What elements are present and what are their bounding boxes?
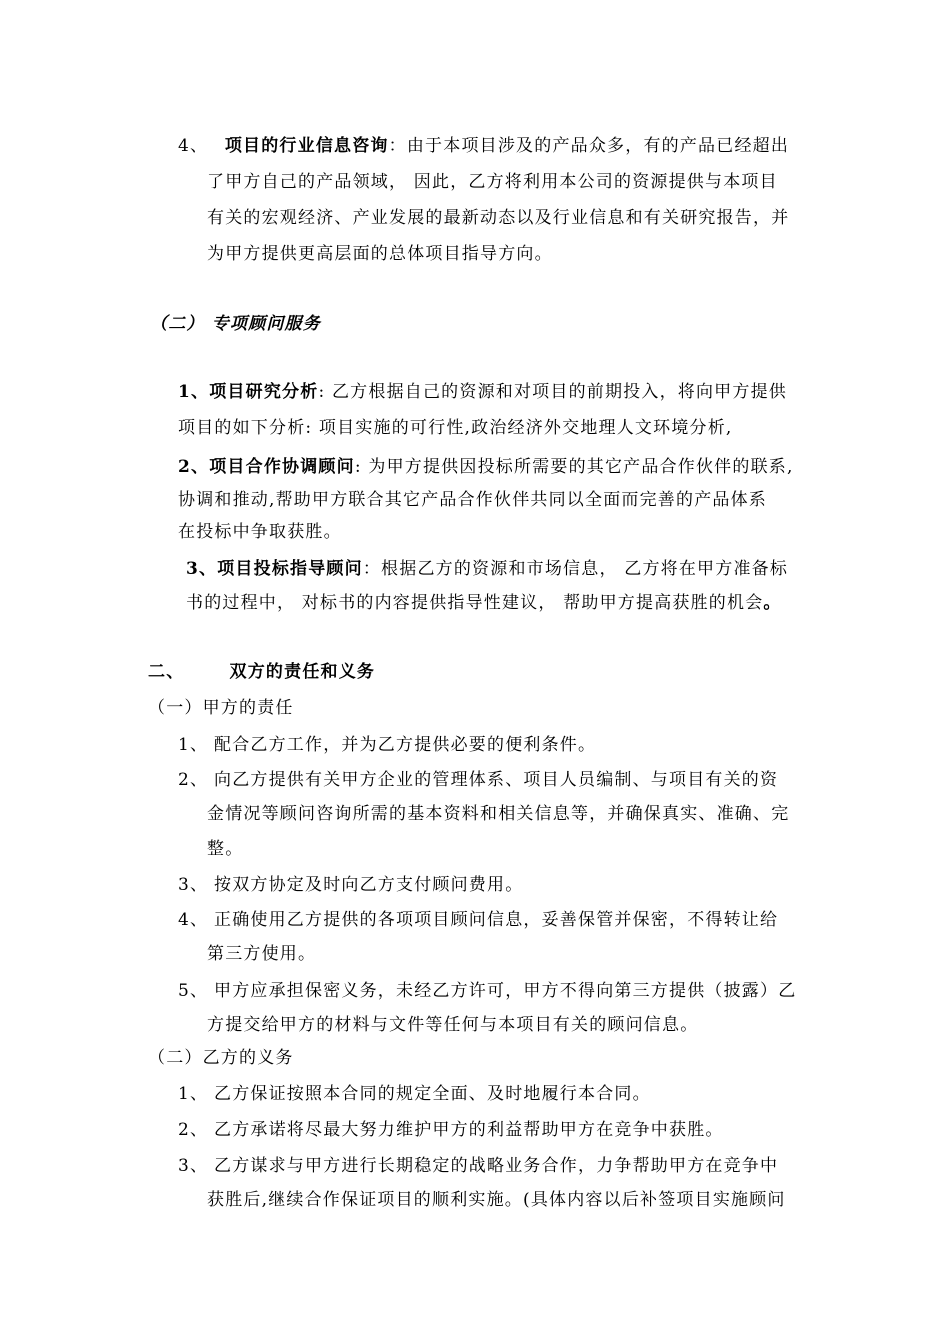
party-a-item2-line3: 整。 — [207, 839, 244, 859]
special-item1-line1 — [178, 380, 787, 404]
item4-text: ：由于本项目涉及的产品众多，有的产品已经超出 — [388, 136, 790, 156]
section2-heading — [148, 660, 375, 684]
special-item1-text: : 乙方根据自己的资源和对项目的前期投入，将向甲方提供 — [318, 382, 787, 402]
special-item2-line3: 在投标中争取获胜。 — [178, 522, 342, 542]
party-b-item2 — [178, 1118, 724, 1142]
special-item3-title: 3、项目投标指导顾问 — [186, 559, 363, 579]
item-number: 1、 — [178, 1084, 209, 1104]
item4-number: 4、 — [178, 136, 209, 156]
item-text: 甲方应承担保密义务，未经乙方许可，甲方不得向第三方提供（披露）乙 — [214, 981, 797, 1001]
party-b-heading: （二）乙方的义务 — [148, 1048, 294, 1068]
section2-title: 双方的责任和义务 — [229, 662, 376, 682]
item-number: 1、 — [178, 735, 209, 755]
item-text: 乙方谋求与甲方进行长期稳定的战略业务合作，力争帮助甲方在竞争中 — [214, 1156, 779, 1176]
item-text: 正确使用乙方提供的各项项目顾问信息，妥善保管并保密，不得转让给 — [214, 910, 779, 930]
item4-line1 — [178, 134, 789, 158]
item-number: 3、 — [178, 1156, 209, 1176]
special-item3-text: ：根据乙方的资源和市场信息， 乙方将在甲方准备标 — [362, 559, 789, 579]
item4-title: 项目的行业信息咨询 — [224, 136, 389, 156]
party-b-item3 — [178, 1154, 778, 1178]
item4-line2: 了甲方自己的产品领域， 因此，乙方将利用本公司的资源提供与本项目 — [207, 172, 778, 192]
party-a-item5-line2: 方提交给甲方的材料与文件等任何与本项目有关的顾问信息。 — [207, 1015, 699, 1035]
section2-number: 二、 — [148, 662, 185, 682]
party-a-item2-line2: 金情况等顾问咨询所需的基本资料和相关信息等，并确保真实、准确、完 — [207, 804, 790, 824]
item-text: 乙方保证按照本合同的规定全面、及时地履行本合同。 — [214, 1084, 651, 1104]
item-number: 2、 — [178, 770, 209, 790]
special-item2-line1 — [178, 455, 794, 479]
item-number: 3、 — [178, 875, 209, 895]
party-a-item4-line2: 第三方使用。 — [207, 944, 317, 964]
party-a-item4 — [178, 908, 778, 932]
special-item3-line1 — [186, 557, 788, 581]
party-b-item1 — [178, 1082, 651, 1106]
item-number: 5、 — [178, 981, 209, 1001]
special-services-heading: （二） 专项顾问服务 — [150, 314, 321, 334]
special-item3-end: 。 — [763, 593, 782, 613]
item-text: 乙方承诺将尽最大努力维护甲方的利益帮助甲方在竞争中获胜。 — [214, 1120, 724, 1140]
party-b-item3-line2: 获胜后,继续合作保证项目的顺利实施。(具体内容以后补签项目实施顾问 — [207, 1190, 786, 1210]
special-item2-title: 2、项目合作协调顾问 — [178, 457, 355, 477]
special-item3-line2 — [186, 591, 782, 615]
party-a-item5 — [178, 979, 796, 1003]
item-text: 向乙方提供有关甲方企业的管理体系、项目人员编制、与项目有关的资 — [214, 770, 779, 790]
special-item1-title: 1、项目研究分析 — [178, 382, 319, 402]
item-text: 配合乙方工作，并为乙方提供必要的便利条件。 — [214, 735, 597, 755]
item-number: 2、 — [178, 1120, 209, 1140]
special-item1-line2: 项目的如下分析: 项目实施的可行性,政治经济外交地理人文环境分析, — [178, 418, 733, 438]
special-item3-text2: 书的过程中， 对标书的内容提供指导性建议， 帮助甲方提高获胜的机会 — [186, 593, 764, 613]
party-a-heading: （一）甲方的责任 — [148, 698, 294, 718]
item4-line3: 有关的宏观经济、产业发展的最新动态以及行业信息和有关研究报告，并 — [207, 208, 790, 228]
special-item2-text: : 为甲方提供因投标所需要的其它产品合作伙伴的联系, — [354, 457, 794, 477]
item4-line4: 为甲方提供更高层面的总体项目指导方向。 — [207, 244, 553, 264]
party-a-item1 — [178, 733, 596, 757]
party-a-item3 — [178, 873, 523, 897]
item-text: 按双方协定及时向乙方支付顾问费用。 — [214, 875, 524, 895]
party-a-item2 — [178, 768, 778, 792]
item-number: 4、 — [178, 910, 209, 930]
special-item2-line2: 协调和推动,帮助甲方联合其它产品合作伙伴共同以全面而完善的产品体系 — [178, 490, 768, 510]
